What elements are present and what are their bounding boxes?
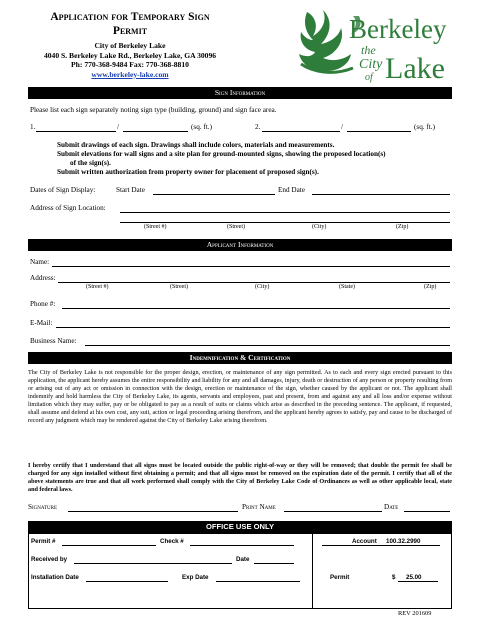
account-label: Account [352,538,377,545]
sign-addr-street-no: (Street #) [144,224,167,230]
phone-label: Phone #: [30,300,56,308]
permit-fee-label: Permit [330,574,350,581]
address-field[interactable] [58,282,450,283]
sign2-number: 2. [255,123,261,131]
received-date-field[interactable] [254,563,294,564]
name-field[interactable] [52,266,450,267]
sign2-type-field[interactable] [262,131,340,132]
exp-date-label: Exp Date [182,574,209,581]
sign-instruction: Please list each sign separately noting sign type (building, ground) and sign face area. [30,106,277,114]
permit-no-label: Permit # [31,538,56,545]
org-website-wrap [30,70,230,79]
logo-of-text: of [365,72,373,83]
sign1-type-field[interactable] [36,131,116,132]
signature-field[interactable] [68,511,238,512]
business-field[interactable] [85,345,450,346]
permit-no-field[interactable] [62,545,156,546]
installation-date-field[interactable] [86,581,168,582]
submit-drawings: Submit drawings of each sign. Drawings shall include colors, materials and measurements. [57,141,335,149]
check-no-label: Check # [160,538,184,545]
submit-elevations: Submit elevations for wall signs and a site plan for ground-mounted signs, showing the proposed location(s) [57,150,386,158]
sign2-area-field[interactable] [347,131,411,132]
logo-lake-text: Lake [385,52,445,84]
website-link[interactable]: www.berkeley-lake.com [91,69,169,79]
sign1-sqft: (sq. ft.) [191,123,212,131]
installation-date-label: Installation Date [31,574,79,581]
submit-elevations-cont: of the sign(s). [70,159,111,167]
end-date-field[interactable] [312,194,450,195]
certification-paragraph: I hereby certify that I understand that all signs must be located outside the public right-of-way or they will be removed; that double the permit fee shall be charged for any sign installed without first obtaining a permit; and that all signs must be removed on the expiration date of the permit. I certify that all of the above statements are true and that all work performed shall comply with the City of Berkeley Lake Code of Ordinances as well as other applicable local, state and federal laws. [28,463,452,494]
dates-label: Dates of Sign Display: [30,186,96,194]
sign-addr-zip: (Zip) [396,224,409,230]
form-title-line2: Permit [112,25,148,37]
sign2-sqft: (sq. ft.) [414,123,435,131]
form-title-line1: Application for Temporary Sign [50,11,210,23]
permit-fee-underline [398,581,438,582]
org-phone-fax: Ph: 770-368-9484 Fax: 770-368-8810 [71,60,189,69]
org-name: City of Berkeley Lake [94,41,166,50]
sign2-slash: / [341,123,343,131]
applicant-heading: Applicant Information [28,239,452,251]
sign-addr-street: (Street) [227,224,245,230]
logo-the-text: the [361,43,376,57]
sign-address-field-2[interactable] [120,222,450,223]
business-label: Business Name: [30,337,77,345]
date-label: Date [384,503,399,511]
exp-date-field[interactable] [216,581,300,582]
logo-berkeley-text: Berkeley [349,14,447,44]
submit-authorization: Submit written authorization from property owner for placement of proposed sign(s). [57,168,319,176]
sign-addr-city: (City) [312,224,327,230]
received-by-field[interactable] [74,563,232,564]
addr-street: (Street) [170,284,188,290]
office-divider [312,533,313,609]
email-label: E-Mail: [30,319,53,327]
print-name-field[interactable] [284,511,382,512]
sign1-slash: / [117,123,119,131]
fee-currency: $ [392,574,396,581]
signature-label: Signature [28,503,57,511]
indemnification-paragraph: The City of Berkeley Lake is not responsible for the proper design, erection, or maintenance of any sign permitted. As to each and every sign erected pursuant to this application, the applicant hereby assumes the entire responsibility and liability for any and all damages, injury, death or destruction of any person or property resulting from or arising out of any act or omission in connection with the design, erection or maintenance of the sign, whether caused by the applicant or not. The applicant shall indemnify and hold harmless the City of Berkeley Lake, its agents, servants and employees, past and present, from and against any and all loss and/or expense without limitation which they may suffer, pay or be obligated to pay as a result of suits or claims which arise as described in the preceding sentence. The applicant, if requested, shall assume and defend at his own cost, any suit, action or legal proceeding arising therefrom, and the applicant hereby agrees to satisfy, pay and cause to be discharged of record any judgment which may be rendered against the City of Berkeley Lake arising therefrom. [28,370,452,425]
end-date-label: End Date [278,186,305,194]
phone-field[interactable] [62,308,450,309]
logo-city-text: City [359,57,383,72]
address-label: Address: [30,274,56,282]
sign1-number: 1. [30,123,36,131]
permit-fee-value: 25.00 [406,574,422,581]
sign-address-label: Address of Sign Location: [30,204,106,212]
revision-label: REV 201609 [398,610,432,617]
addr-city: (City) [255,284,270,290]
city-logo [293,6,453,84]
check-no-field[interactable] [190,545,294,546]
addr-state: (State) [339,284,355,290]
name-label: Name: [30,258,50,266]
office-heading: OFFICE USE ONLY [28,521,452,533]
indemnification-heading: Indemnification & Certification [28,352,452,364]
form-title [30,10,230,38]
addr-zip: (Zip) [424,284,437,290]
date-field[interactable] [404,511,450,512]
account-underline [322,545,440,546]
received-date-label: Date [236,556,250,563]
print-name-label: Print Name [242,503,276,511]
received-by-label: Received by [31,556,68,563]
sign-info-heading: Sign Information [28,87,452,99]
sign1-area-field[interactable] [123,131,188,132]
sign-address-field[interactable] [120,212,450,213]
addr-street-no: (Street #) [86,284,109,290]
start-date-field[interactable] [153,194,275,195]
city-logo-graphic [293,6,453,84]
email-field[interactable] [56,327,450,328]
account-value: 100.32.2990 [386,538,421,545]
org-address: 4040 S. Berkeley Lake Rd., Berkeley Lake, GA 30096 [43,50,217,60]
start-date-label: Start Date [116,186,145,194]
